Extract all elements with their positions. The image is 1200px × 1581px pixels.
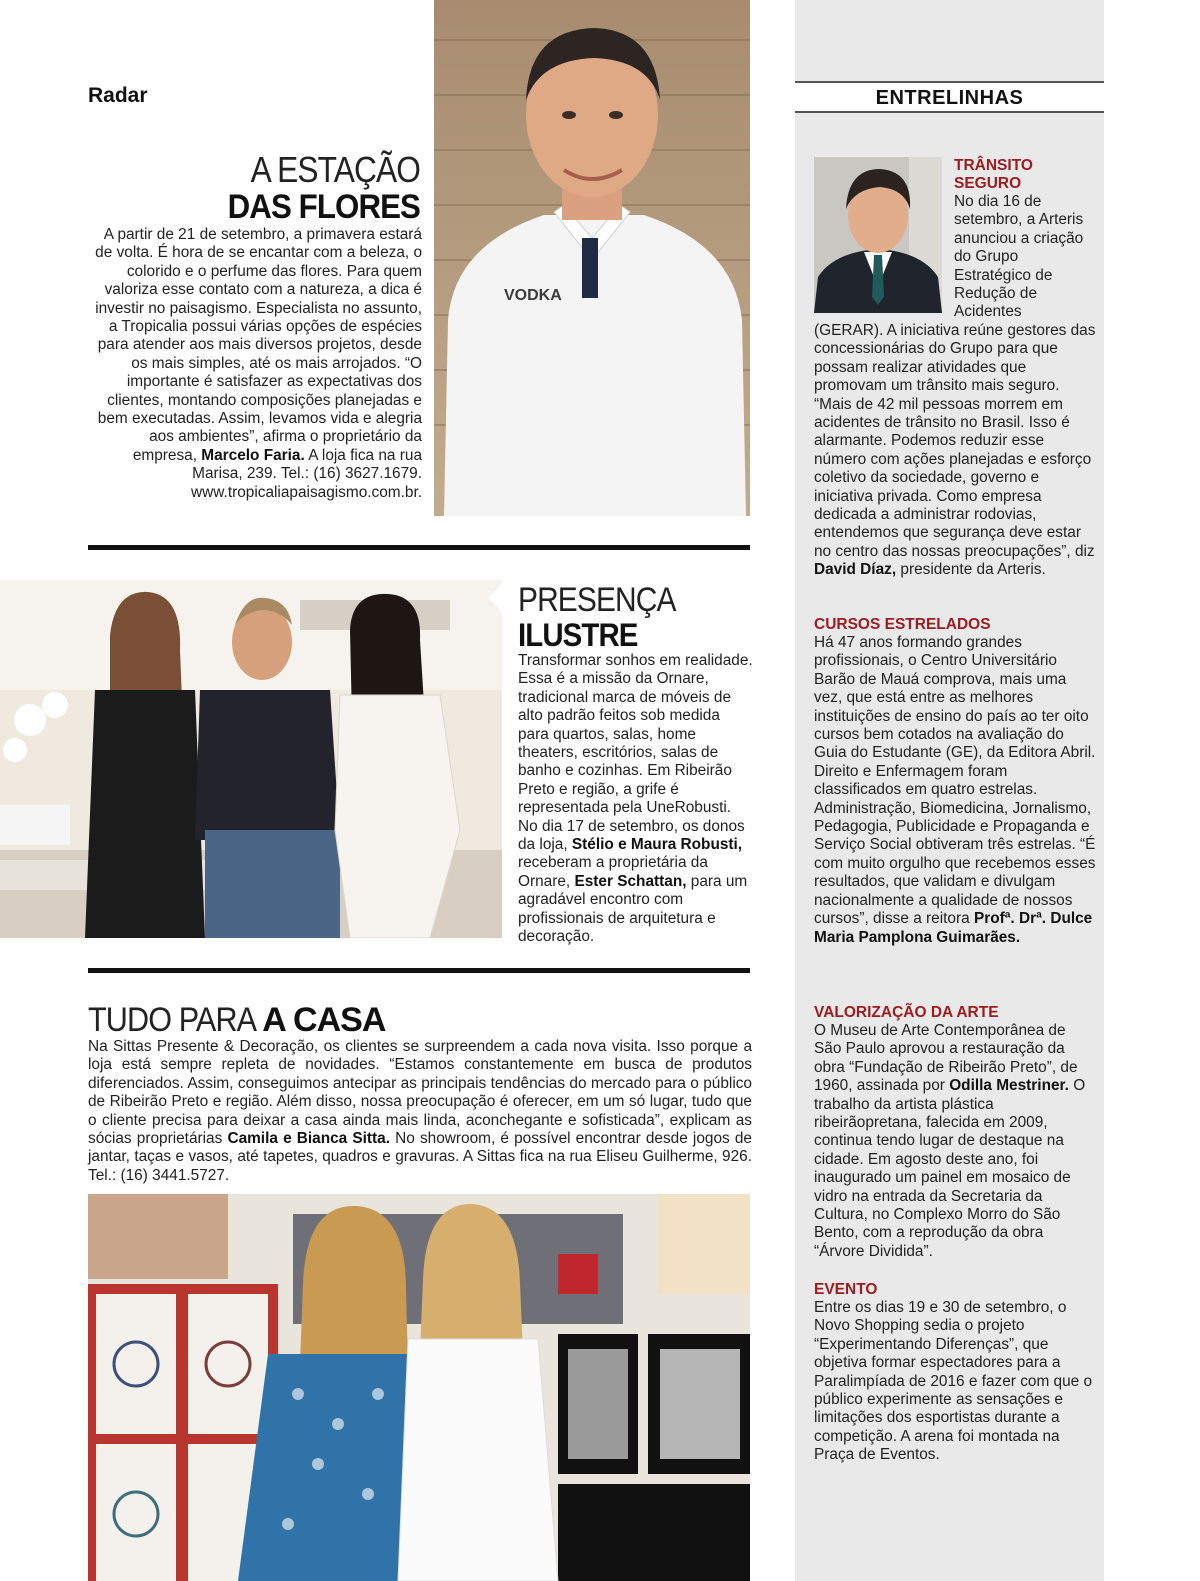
body-text: presidente da Arteris. <box>896 561 1046 579</box>
article-estacao-title-light: A ESTAÇÃO <box>250 149 420 190</box>
article-casa-body <box>88 1038 752 1185</box>
section-label: Radar <box>88 84 148 107</box>
photo-robusti-schattan <box>0 580 502 938</box>
body-bold-name: Profª. Drª. Dulce Maria Pamplona Guimarães. <box>814 910 1093 946</box>
sidebar-transito-body-wrap: No dia 16 de setembro, a Arteris anunciou a criação do Grupo Estratégico de Redução de Acidentes <box>954 193 1084 321</box>
sidebar-arte <box>814 1004 1096 1261</box>
sidebar-transito-body <box>814 322 1096 580</box>
sidebar-evento-body: Entre os dias 19 e 30 de setembro, o Novo Shopping sedia o projeto “Experimentando Diferenças”, que objetiva formar espectadores para a Paralimpíada de 2016 e fazer com que o público experimente as sensações e limitações dos esportistas durante a competição. A arena foi montada na Praça de Eventos. <box>814 1299 1093 1464</box>
body-text: O trabalho da artista plástica ribeirãopretana, falecida em 2009, continua tendo lugar de destaque na cidade. Em agosto deste ano, foi inaugurado um painel em mosaico de vidro na entrada da Secretaria da Cultura, no Complexo Morro do São Bento, com a reprodução da obra “Árvore Dividida”. <box>814 1077 1086 1260</box>
body-bold-name: Ester Schattan, <box>574 872 687 890</box>
sidebar-header: ENTRELINHAS <box>795 83 1104 113</box>
photo-camila-bianca-sitta <box>88 1194 750 1581</box>
article-estacao-body <box>88 226 422 502</box>
article-presenca-title <box>518 583 758 653</box>
body-bold-name: Marcelo Faria. <box>201 446 305 464</box>
article-estacao-title-bold: DAS FLORES <box>227 188 420 226</box>
svg-text:VODKA: VODKA <box>504 287 562 304</box>
body-text: Transformar sonhos em realidade. Essa é a missão da Ornare, tradicional marca de móveis de alto padrão feitos sob medida para quartos, salas, home theaters, escritórios, salas de banho e cozinhas. Em Ribeirão Preto e região, a grife é representada pela UneRobusti. No dia 17 de setembro, os donos da loja, <box>518 652 753 854</box>
body-text: O Museu de Arte Contemporânea de São Paulo aprovou a restauração da obra “Fundação de Ribeirão Preto”, de 1960, assinada por <box>814 1022 1078 1095</box>
sidebar-transito-title: TRÂNSITO SEGURO <box>954 157 1033 192</box>
body-text: receberam a proprietária da Ornare, <box>518 854 708 890</box>
body-text: Na Sittas Presente & Decoração, os clientes se surpreendem a cada nova visita. Isso porque a loja está sempre repleta de novidades. “Estamos constantemente em busca de produtos diferenciados. Assim, conseguimos antecipar as principais tendências do mercado para o público de Ribeirão Preto e região. Além disso, nossa preocupação é oferecer, em um só lugar, tudo que o cliente precisa para deixar a casa ainda mais linda, aconchegante e sofisticada”, explicam as sócias proprietárias <box>88 1038 752 1148</box>
sidebar-arte-body <box>814 1022 1096 1261</box>
article-presenca-title-light: PRESENÇA <box>518 581 676 619</box>
photo-marcelo-faria <box>434 0 750 516</box>
body-bold-name: Stélio e Maura Robusti, <box>571 836 743 854</box>
caption-arrow <box>488 584 502 612</box>
body-text: para um agradável encontro com profissionais de arquitetura e decoração. <box>518 872 748 946</box>
body-bold-name: Odilla Mestriner. <box>949 1077 1069 1095</box>
body-text: Há 47 anos formando grandes profissionais, o Centro Universitário Barão de Mauá comprova, mais uma vez, que está entre as melhores instituições de ensino do país ao ter oito cursos bem cotados na avaliação do Guia do Estudante (GE), da Editora Abril. Direito e Enfermagem foram classificados em quatro estrelas. Administração, Biomedicina, Jornalismo, Pedagogia, Publicidade e Propaganda e Serviço Social obtiveram três estrelas. “É com muito orgulho que recebemos esses resultados, que validam e divulgam nacionalmente a qualidade de nossos cursos”, disse a reitora <box>814 634 1096 928</box>
sidebar-cursos-body <box>814 634 1096 947</box>
body-bold-name: Camila e Bianca Sitta. <box>227 1130 391 1148</box>
sidebar-evento-title: EVENTO <box>814 1281 878 1298</box>
body-text: (GERAR). A iniciativa reúne gestores das concessionárias do Grupo para que possam realizar atividades que promovam um trânsito mais seguro. “Mais de 42 mil pessoas morrem em acidentes de trânsito no Brasil. Isso é alarmante. Podemos reduzir esse número com ações planejadas e esforço coletivo da sociedade, governo e iniciativa privada. Como empresa dedicada a administrar rodovias, entendemos que segurança deve estar no centro das nossas preocupações”, diz <box>814 322 1096 560</box>
sidebar-evento <box>814 1281 1096 1465</box>
article-presenca-body <box>518 652 754 947</box>
article-casa-title-light: TUDO PARA <box>88 1001 257 1039</box>
sidebar-arte-title: VALORIZAÇÃO DA ARTE <box>814 1004 999 1021</box>
article-casa-title-bold: A CASA <box>262 1001 386 1039</box>
body-text: A loja fica na rua Marisa, 239. Tel.: (16) 3627.1679. www.tropicaliapaisagismo.com.br. <box>191 446 422 501</box>
section-divider <box>88 545 750 550</box>
body-text: No showroom, é possível encontrar desde jogos de jantar, taças e vasos, até tapetes, quadros e gravuras. A Sittas fica na rua Eliseu Guilherme, 926. Tel.: (16) 3441.5727. <box>88 1130 752 1184</box>
section-divider <box>88 968 750 973</box>
article-presenca-title-bold: ILUSTRE <box>518 617 638 653</box>
sidebar-cursos <box>814 616 1096 947</box>
photo-david-diaz <box>814 157 942 313</box>
body-bold-name: David Díaz, <box>814 561 897 579</box>
article-casa-title <box>88 1000 385 1040</box>
article-estacao-title <box>100 149 420 226</box>
sidebar-cursos-title: CURSOS ESTRELADOS <box>814 616 991 633</box>
body-text: A partir de 21 de setembro, a primavera estará de volta. É hora de se encantar com a beleza, o colorido e o perfume das flores. Para quem valoriza esse contato com a natureza, a dica é investir no paisagismo. Especialista no assunto, a Tropicalia possui várias opções de espécies para atender aos mais diversos projetos, desde os mais simples, até os mais arrojados. “O importante é satisfazer as expectativas dos clientes, montando composições planejadas e bem executadas. Assim, levamos vida e alegria aos ambientes”, afirma o proprietário da empresa, <box>95 226 422 464</box>
